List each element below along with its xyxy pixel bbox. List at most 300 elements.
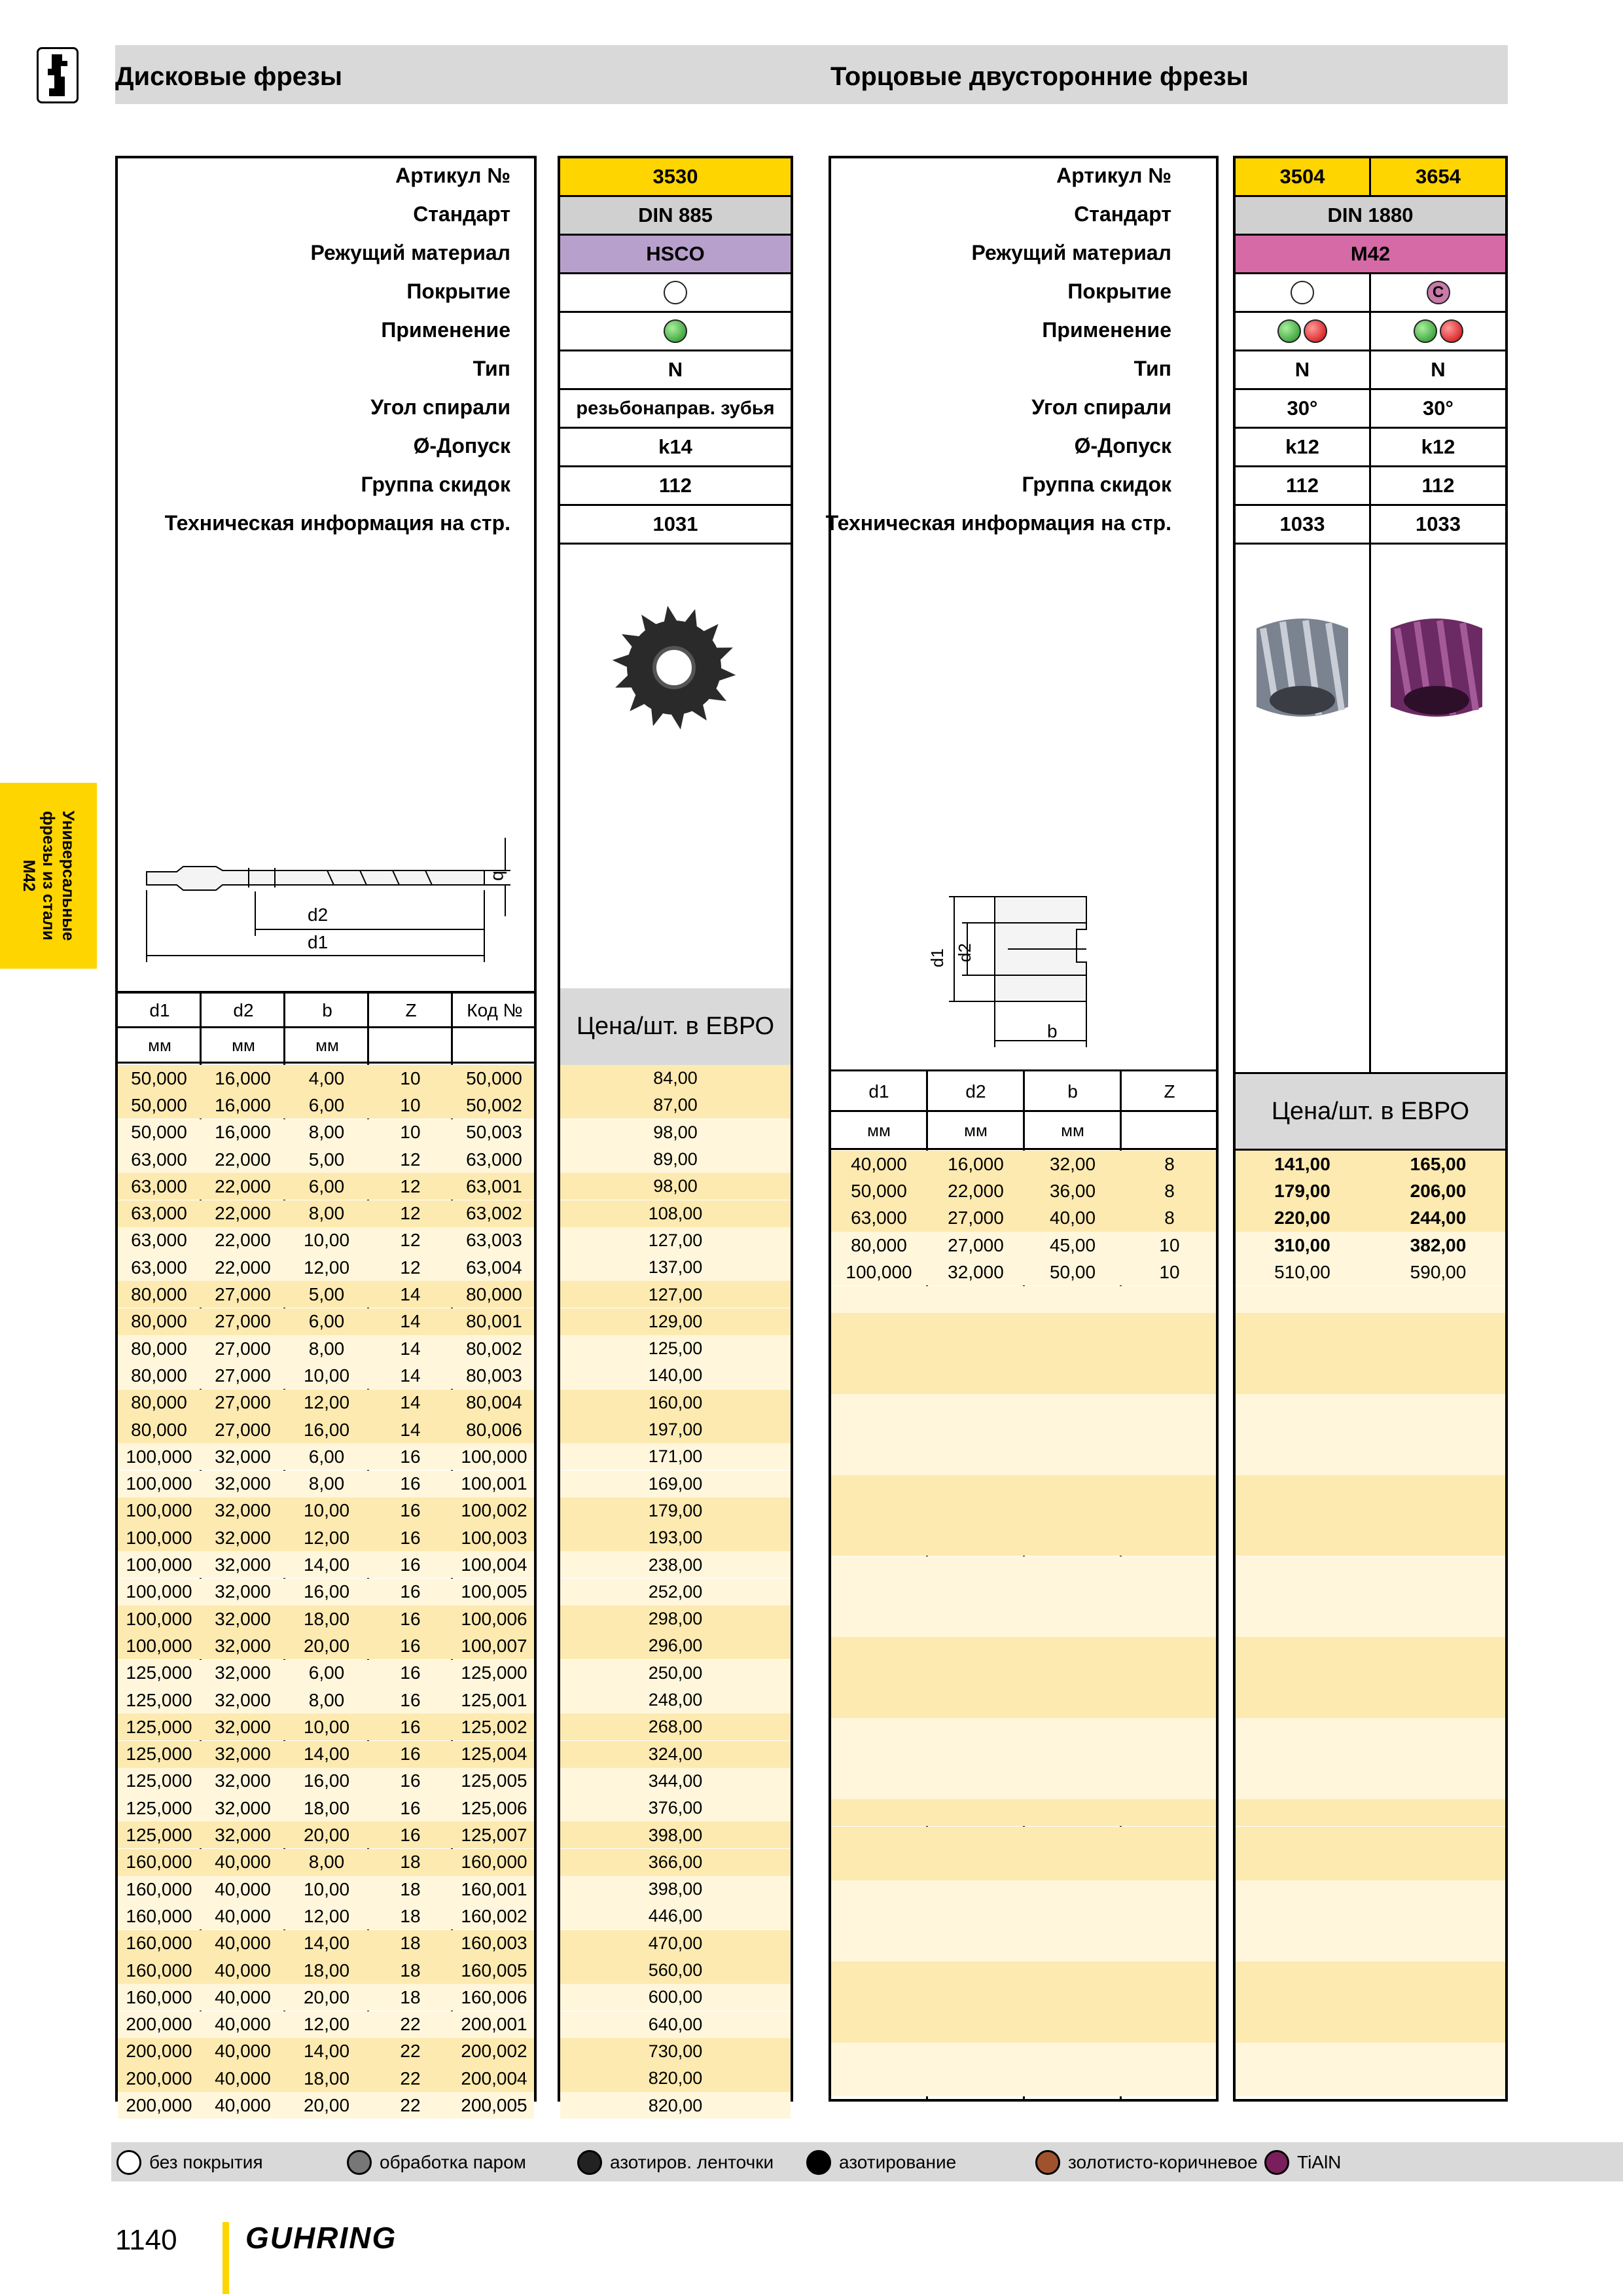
green-application-icon xyxy=(1414,319,1437,343)
table-cell: 100,003 xyxy=(461,1527,527,1548)
table-cell: 100,000 xyxy=(126,1527,192,1548)
table-cell: 32,000 xyxy=(215,1662,271,1683)
table-cell: 22,000 xyxy=(215,1230,271,1251)
table-row xyxy=(831,2016,1216,2043)
table-row xyxy=(831,1746,1216,1772)
table-cell: 18,00 xyxy=(303,1797,350,1818)
table-row xyxy=(831,1394,1216,1421)
price-cell: 160,00 xyxy=(648,1392,703,1412)
left-col-unit xyxy=(369,1029,453,1062)
table-cell: 100,006 xyxy=(461,1608,527,1629)
price-cell-3504: 141,00 xyxy=(1274,1153,1330,1174)
price-cell: 98,00 xyxy=(653,1176,698,1196)
table-row xyxy=(831,1827,1216,1854)
price-cell: 140,00 xyxy=(648,1365,703,1386)
table-cell: 10,00 xyxy=(303,1230,350,1251)
price-row xyxy=(1236,1475,1505,1502)
table-cell: 22,000 xyxy=(948,1180,1004,1201)
table-cell: 40,000 xyxy=(215,1986,271,2007)
table-cell: 32,000 xyxy=(948,1261,1004,1282)
spec-label: Угол спирали xyxy=(1031,395,1171,419)
table-cell: 16 xyxy=(400,1500,421,1521)
header-bar xyxy=(115,45,1508,104)
table-cell: 8 xyxy=(1164,1208,1175,1229)
left-title: Дисковые фрезы xyxy=(115,62,343,91)
green-application-icon xyxy=(1277,319,1301,343)
legend-label: золотисто-коричневое xyxy=(1068,2152,1258,2172)
table-cell: 125,000 xyxy=(126,1770,192,1791)
price-row xyxy=(1236,1746,1505,1772)
left-material: HSCO xyxy=(560,236,791,274)
left-tech-page: 1031 xyxy=(560,506,791,545)
price-cell: 446,00 xyxy=(648,1906,703,1926)
table-cell: 50,000 xyxy=(851,1180,907,1201)
price-cell: 470,00 xyxy=(648,1933,703,1953)
price-cell: 171,00 xyxy=(648,1446,703,1467)
table-cell: 100,007 xyxy=(461,1635,527,1656)
table-cell: 63,004 xyxy=(466,1257,522,1278)
price-cell: 398,00 xyxy=(648,1825,703,1845)
left-col-unit: мм xyxy=(232,1035,255,1055)
coating-swatch-icon xyxy=(116,2150,141,2175)
price-row xyxy=(1236,1691,1505,1718)
left-col-header: Код № xyxy=(467,1000,523,1020)
table-cell: 20,00 xyxy=(303,1635,350,1656)
table-cell: 18 xyxy=(400,1905,421,1926)
table-cell: 18,00 xyxy=(303,1960,350,1981)
right-col-header: d1 xyxy=(868,1081,889,1102)
left-dim-b: b xyxy=(489,870,510,881)
left-discount-group: 112 xyxy=(560,467,791,506)
table-cell: 80,000 xyxy=(131,1284,187,1305)
spec-label: Группа скидок xyxy=(1022,473,1171,496)
table-cell: 22 xyxy=(400,2068,421,2089)
table-cell: 8,00 xyxy=(308,1338,345,1359)
legend-item xyxy=(1035,2150,1258,2175)
spec-label: Тип xyxy=(1133,357,1171,380)
brand-logo: GUHRING xyxy=(245,2221,397,2255)
table-cell: 40,000 xyxy=(215,2041,271,2062)
table-cell: 14 xyxy=(400,1392,421,1413)
table-cell: 63,000 xyxy=(851,1208,907,1229)
spec-label: Угол спирали xyxy=(370,395,510,419)
spec-label: Ø-Допуск xyxy=(413,434,510,457)
green-application-icon xyxy=(664,319,687,343)
side-tab-line2: фрезы из стали xyxy=(39,811,58,941)
table-cell: 8,00 xyxy=(308,1473,345,1494)
table-cell: 16,000 xyxy=(215,1067,271,1088)
table-cell: 200,000 xyxy=(126,2095,192,2116)
table-cell: 22 xyxy=(400,2014,421,2035)
price-cell: 169,00 xyxy=(648,1473,703,1494)
side-tab xyxy=(0,783,97,969)
table-cell: 80,000 xyxy=(131,1392,187,1413)
coating-swatch-icon xyxy=(1035,2150,1060,2175)
price-row xyxy=(1236,1421,1505,1448)
right-application-3504 xyxy=(1236,313,1369,351)
table-cell: 4,00 xyxy=(308,1067,345,1088)
table-cell: 160,000 xyxy=(126,1960,192,1981)
price-cell: 84,00 xyxy=(653,1068,698,1088)
legend-item xyxy=(806,2150,956,2175)
table-cell: 12,00 xyxy=(303,1905,350,1926)
table-row xyxy=(831,1421,1216,1448)
spec-label: Техническая информация на стр. xyxy=(164,511,510,535)
table-cell: 27,000 xyxy=(948,1208,1004,1229)
table-cell: 16,000 xyxy=(215,1122,271,1143)
face-cutter-3504-image xyxy=(1243,602,1361,733)
table-cell: 160,000 xyxy=(461,1852,527,1873)
price-cell-3654: 206,00 xyxy=(1410,1180,1467,1201)
price-row xyxy=(1236,1340,1505,1367)
table-cell: 18 xyxy=(400,1960,421,1981)
table-cell: 20,00 xyxy=(303,2095,350,2116)
legend-item xyxy=(116,2150,263,2175)
table-cell: 27,000 xyxy=(215,1392,271,1413)
table-cell: 27,000 xyxy=(215,1311,271,1332)
price-cell: 324,00 xyxy=(648,1744,703,1764)
table-cell: 80,000 xyxy=(851,1234,907,1255)
red-application-icon xyxy=(1304,319,1327,343)
price-cell: 344,00 xyxy=(648,1770,703,1791)
legend-label: азотиров. ленточки xyxy=(610,2152,774,2172)
logo-icon xyxy=(37,47,79,103)
price-cell-3504: 179,00 xyxy=(1274,1180,1330,1201)
price-row xyxy=(1236,1556,1505,1583)
table-cell: 8,00 xyxy=(308,1203,345,1224)
table-row xyxy=(831,1988,1216,2015)
price-row xyxy=(1236,1286,1505,1313)
table-cell: 40,000 xyxy=(215,1905,271,1926)
table-cell: 32,000 xyxy=(215,1500,271,1521)
table-cell: 12,00 xyxy=(303,1392,350,1413)
table-cell: 63,000 xyxy=(131,1257,187,1278)
table-cell: 80,006 xyxy=(466,1419,522,1440)
table-row xyxy=(831,1475,1216,1502)
table-cell: 63,003 xyxy=(466,1230,522,1251)
table-cell: 8,00 xyxy=(308,1852,345,1873)
price-cell: 127,00 xyxy=(648,1230,703,1250)
table-cell: 40,000 xyxy=(215,2068,271,2089)
table-cell: 125,000 xyxy=(461,1662,527,1683)
table-cell: 125,000 xyxy=(126,1662,192,1683)
table-row xyxy=(831,1313,1216,1340)
right-col-header: b xyxy=(1067,1081,1078,1102)
table-cell: 27,000 xyxy=(215,1365,271,1386)
price-cell: 125,00 xyxy=(648,1338,703,1359)
table-cell: 16 xyxy=(400,1635,421,1656)
table-cell: 14 xyxy=(400,1419,421,1440)
table-cell: 20,00 xyxy=(303,1986,350,2007)
price-cell: 89,00 xyxy=(653,1149,698,1170)
table-cell: 80,003 xyxy=(466,1365,522,1386)
price-cell: 820,00 xyxy=(648,2068,703,2089)
table-cell: 14,00 xyxy=(303,2041,350,2062)
legend-label: без покрытия xyxy=(149,2152,263,2172)
table-cell: 16 xyxy=(400,1608,421,1629)
table-cell: 40,000 xyxy=(215,1878,271,1899)
table-cell: 200,005 xyxy=(461,2095,527,2116)
tialn-coating-icon: C xyxy=(1427,281,1450,304)
table-cell: 16 xyxy=(400,1825,421,1846)
table-cell: 32,000 xyxy=(215,1554,271,1575)
table-cell: 6,00 xyxy=(308,1446,345,1467)
spec-label: Артикул № xyxy=(1056,164,1171,187)
table-cell: 32,000 xyxy=(215,1473,271,1494)
price-row xyxy=(1236,1907,1505,1934)
table-cell: 200,002 xyxy=(461,2041,527,2062)
spec-label: Режущий материал xyxy=(310,241,510,264)
price-row xyxy=(1236,1799,1505,1826)
spec-label: Покрытие xyxy=(406,279,510,303)
coating-swatch-icon xyxy=(1264,2150,1289,2175)
table-cell: 32,000 xyxy=(215,1446,271,1467)
table-cell: 160,003 xyxy=(461,1933,527,1954)
table-cell: 63,000 xyxy=(466,1149,522,1170)
left-helix: резьбонаправ. зубья xyxy=(560,390,791,429)
table-cell: 80,000 xyxy=(131,1311,187,1332)
table-cell: 100,000 xyxy=(126,1554,192,1575)
table-cell: 16 xyxy=(400,1554,421,1575)
table-cell: 50,003 xyxy=(466,1122,522,1143)
price-cell: 398,00 xyxy=(648,1879,703,1899)
table-row xyxy=(831,1854,1216,1880)
price-cell: 376,00 xyxy=(648,1798,703,1818)
right-col-unit xyxy=(1122,1113,1217,1148)
table-cell: 100,000 xyxy=(461,1446,527,1467)
price-cell: 197,00 xyxy=(648,1420,703,1440)
table-cell: 80,004 xyxy=(466,1392,522,1413)
table-row xyxy=(831,1799,1216,1826)
table-cell: 6,00 xyxy=(308,1094,345,1115)
table-cell: 200,004 xyxy=(461,2068,527,2089)
price-cell-3504: 310,00 xyxy=(1274,1234,1330,1255)
table-row xyxy=(831,1610,1216,1637)
table-row xyxy=(831,1556,1216,1583)
table-cell: 12 xyxy=(400,1149,421,1170)
table-cell: 18,00 xyxy=(303,2068,350,2089)
price-cell: 268,00 xyxy=(648,1717,703,1737)
table-cell: 16 xyxy=(400,1581,421,1602)
table-cell: 160,001 xyxy=(461,1878,527,1899)
price-cell: 98,00 xyxy=(653,1122,698,1142)
table-cell: 32,000 xyxy=(215,1635,271,1656)
table-cell: 12 xyxy=(400,1175,421,1196)
table-cell: 50,000 xyxy=(466,1067,522,1088)
right-application-3654 xyxy=(1371,313,1505,351)
spec-label: Тип xyxy=(473,357,510,380)
table-cell: 27,000 xyxy=(948,1234,1004,1255)
price-row xyxy=(1236,1529,1505,1556)
table-cell: 6,00 xyxy=(308,1662,345,1683)
table-cell: 8,00 xyxy=(308,1689,345,1710)
table-cell: 12 xyxy=(400,1257,421,1278)
price-row xyxy=(1236,1313,1505,1340)
table-cell: 63,001 xyxy=(466,1175,522,1196)
right-helix-3504: 30° xyxy=(1236,390,1369,429)
price-row xyxy=(1236,1637,1505,1664)
table-cell: 40,000 xyxy=(215,2014,271,2035)
table-cell: 32,000 xyxy=(215,1689,271,1710)
left-col-header: Z xyxy=(405,1000,417,1020)
table-cell: 200,000 xyxy=(126,2014,192,2035)
price-cell: 560,00 xyxy=(648,1960,703,1981)
left-standard: DIN 885 xyxy=(560,197,791,236)
table-cell: 50,000 xyxy=(131,1067,187,1088)
table-cell: 160,000 xyxy=(126,1986,192,2007)
right-title: Торцовые двусторонние фрезы xyxy=(830,62,1249,91)
side-tab-line3: M42 xyxy=(20,859,38,892)
table-row xyxy=(831,1340,1216,1367)
table-cell: 14,00 xyxy=(303,1933,350,1954)
table-cell: 63,000 xyxy=(131,1230,187,1251)
price-row xyxy=(1236,1610,1505,1637)
spec-label: Стандарт xyxy=(413,202,510,226)
table-row xyxy=(831,2043,1216,2070)
table-row xyxy=(831,1962,1216,1988)
table-cell: 100,002 xyxy=(461,1500,527,1521)
price-cell-3504: 220,00 xyxy=(1274,1208,1330,1229)
table-row xyxy=(831,1772,1216,1799)
table-cell: 5,00 xyxy=(308,1284,345,1305)
table-cell: 10,00 xyxy=(303,1365,350,1386)
left-col-unit: мм xyxy=(148,1035,171,1055)
table-cell: 22,000 xyxy=(215,1203,271,1224)
table-cell: 16 xyxy=(400,1689,421,1710)
table-cell: 22,000 xyxy=(215,1257,271,1278)
table-cell: 160,000 xyxy=(126,1878,192,1899)
table-cell: 80,001 xyxy=(466,1311,522,1332)
price-cell: 730,00 xyxy=(648,2041,703,2061)
table-cell: 14 xyxy=(400,1311,421,1332)
right-coating-3504 xyxy=(1236,274,1369,313)
table-row xyxy=(831,1529,1216,1556)
right-tolerance-3504: k12 xyxy=(1236,429,1369,467)
right-dim-d2: d2 xyxy=(954,943,974,962)
table-cell: 16 xyxy=(400,1797,421,1818)
spec-label: Артикул № xyxy=(395,164,510,187)
price-cell: 87,00 xyxy=(653,1095,698,1115)
table-cell: 200,001 xyxy=(461,2014,527,2035)
table-cell: 32,000 xyxy=(215,1527,271,1548)
right-article-3654: 3654 xyxy=(1371,158,1505,197)
right-type-3504: N xyxy=(1236,351,1369,390)
table-cell: 27,000 xyxy=(215,1284,271,1305)
left-dim-d2: d2 xyxy=(308,905,329,925)
table-cell: 160,006 xyxy=(461,1986,527,2007)
table-cell: 22,000 xyxy=(215,1149,271,1170)
table-cell: 12 xyxy=(400,1203,421,1224)
table-cell: 18 xyxy=(400,1878,421,1899)
table-cell: 16,00 xyxy=(303,1419,350,1440)
price-row xyxy=(1236,1394,1505,1421)
table-cell: 6,00 xyxy=(308,1311,345,1332)
price-row xyxy=(1236,1718,1505,1745)
left-col-header: d2 xyxy=(233,1000,254,1020)
table-cell: 16 xyxy=(400,1446,421,1467)
table-cell: 10 xyxy=(1159,1261,1180,1282)
left-dim-d1: d1 xyxy=(308,932,329,952)
table-cell: 40,000 xyxy=(215,1933,271,1954)
left-col-unit: мм xyxy=(315,1035,339,1055)
table-cell: 18,00 xyxy=(303,1608,350,1629)
table-cell: 10 xyxy=(400,1122,421,1143)
table-cell: 63,000 xyxy=(131,1149,187,1170)
price-row xyxy=(1236,1664,1505,1691)
price-cell: 366,00 xyxy=(648,1852,703,1872)
table-cell: 18 xyxy=(400,1852,421,1873)
price-row xyxy=(1236,1448,1505,1475)
price-cell: 640,00 xyxy=(648,2014,703,2034)
price-cell: 127,00 xyxy=(648,1284,703,1304)
spec-label: Ø-Допуск xyxy=(1074,434,1171,457)
table-row xyxy=(831,1637,1216,1664)
table-cell: 14 xyxy=(400,1338,421,1359)
spec-label: Применение xyxy=(1042,318,1171,342)
price-row xyxy=(1236,1583,1505,1610)
table-cell: 80,002 xyxy=(466,1338,522,1359)
price-cell-3654: 382,00 xyxy=(1410,1234,1467,1255)
coating-swatch-icon xyxy=(577,2150,602,2175)
spec-label: Техническая информация на стр. xyxy=(825,511,1171,535)
table-row xyxy=(831,1367,1216,1393)
coating-swatch-icon xyxy=(806,2150,831,2175)
table-cell: 16,00 xyxy=(303,1581,350,1602)
table-cell: 16 xyxy=(400,1473,421,1494)
table-cell: 80,000 xyxy=(466,1284,522,1305)
price-cell: 296,00 xyxy=(648,1636,703,1656)
table-row xyxy=(831,1664,1216,1691)
table-cell: 10,00 xyxy=(303,1878,350,1899)
price-row xyxy=(1236,2016,1505,2043)
table-cell: 6,00 xyxy=(308,1175,345,1196)
price-cell-3654: 244,00 xyxy=(1410,1208,1467,1229)
table-row xyxy=(831,1718,1216,1745)
right-tech-page-3504: 1033 xyxy=(1236,506,1369,545)
table-cell: 63,000 xyxy=(131,1203,187,1224)
table-cell: 16 xyxy=(400,1744,421,1765)
table-cell: 10 xyxy=(400,1094,421,1115)
table-cell: 16 xyxy=(400,1770,421,1791)
price-cell: 238,00 xyxy=(648,1554,703,1575)
table-cell: 16,000 xyxy=(948,1153,1004,1174)
side-tab-line1: Универсальные xyxy=(59,810,77,941)
table-cell: 100,000 xyxy=(126,1581,192,1602)
price-cell: 600,00 xyxy=(648,1987,703,2007)
table-cell: 80,000 xyxy=(131,1419,187,1440)
table-cell: 22 xyxy=(400,2095,421,2116)
table-cell: 14,00 xyxy=(303,1554,350,1575)
spec-label: Покрытие xyxy=(1067,279,1171,303)
table-cell: 14 xyxy=(400,1365,421,1386)
table-cell: 32,000 xyxy=(215,1716,271,1737)
table-cell: 63,002 xyxy=(466,1203,522,1224)
table-cell: 63,000 xyxy=(131,1175,187,1196)
table-cell: 160,000 xyxy=(126,1933,192,1954)
price-cell: 137,00 xyxy=(648,1257,703,1278)
table-cell: 80,000 xyxy=(131,1338,187,1359)
table-cell: 125,005 xyxy=(461,1770,527,1791)
table-cell: 40,000 xyxy=(215,1852,271,1873)
table-cell: 50,002 xyxy=(466,1094,522,1115)
table-cell: 125,007 xyxy=(461,1825,527,1846)
table-row xyxy=(831,1907,1216,1934)
right-tolerance-3654: k12 xyxy=(1371,429,1505,467)
legend-label: TiAlN xyxy=(1297,2152,1342,2172)
table-cell: 100,000 xyxy=(126,1500,192,1521)
table-cell: 10 xyxy=(1159,1234,1180,1255)
table-row xyxy=(831,1448,1216,1475)
